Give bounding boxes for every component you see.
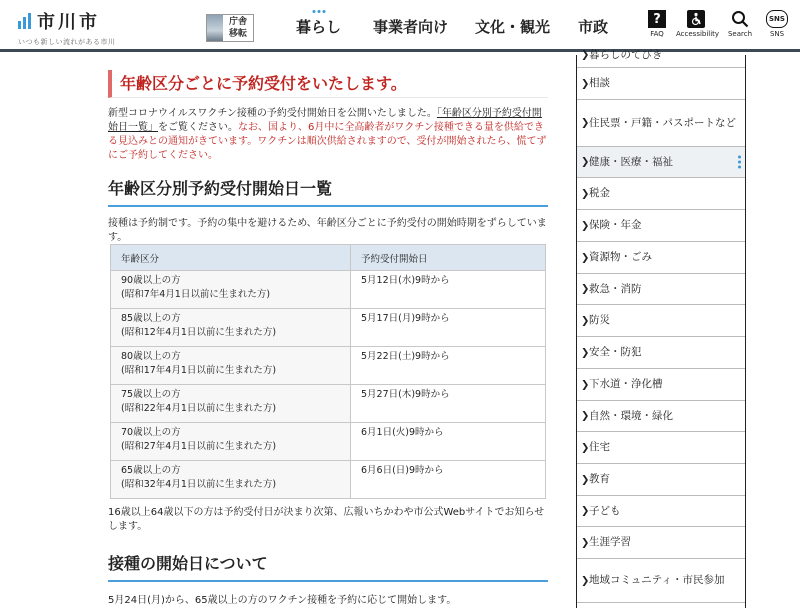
intro-text: 新型コロナウイルスワクチン接種の予約受付開始日を公開いたしました。 [108, 108, 437, 119]
section-heading-start: 接種の開始日について [108, 551, 548, 582]
column-header-age: 年齢区分 [111, 245, 351, 271]
sns-label: SNS [769, 30, 785, 38]
birth-condition: (昭和32年4月1日以前に生まれた方) [121, 479, 277, 490]
sidebar-item-consultation[interactable] [577, 68, 745, 100]
sidebar-item-label: 住民票・戸籍・パスポートなど [589, 116, 736, 129]
sns-button[interactable] [764, 10, 790, 38]
chevron-right-icon: ❯ [581, 78, 590, 89]
sidebar-item-tax[interactable] [577, 178, 745, 210]
chevron-right-icon: ❯ [581, 49, 590, 61]
section-text-start: 5月24日(月)から、65歳以上の方のワクチン接種を予約に応じて開始します。 [108, 595, 457, 606]
age-group: 75歳以上の方 [121, 389, 181, 400]
faq-button[interactable] [645, 10, 669, 38]
accessibility-button[interactable] [676, 10, 720, 38]
age-group: 65歳以上の方 [121, 465, 181, 476]
sidebar-item-community[interactable] [577, 559, 745, 603]
search-button[interactable] [727, 10, 753, 38]
faq-icon: ? [648, 10, 666, 28]
start-date: 5月27日(木)9時から [351, 385, 546, 423]
page-title: 年齢区分ごとに予約受付をいたします。 [108, 70, 548, 98]
table-row [111, 423, 546, 461]
sidebar-item-label: 安全・防犯 [589, 346, 642, 358]
schedule-table [110, 244, 546, 499]
office-move-label-1: 庁舎 [228, 17, 247, 27]
nav-kurashi-label: 暮らし [296, 17, 342, 36]
logo-title: 市川市 [37, 12, 100, 33]
building-photo-icon [207, 15, 223, 41]
section-text-schedule: 接種は予約制です。予約の集中を避けるため、年齢区分ごとに予約受付の開始時期をずらしています。 [108, 218, 547, 243]
start-date: 5月12日(水)9時から [351, 271, 546, 309]
start-date: 6月6日(日)9時から [351, 461, 546, 499]
nav-culture-tourism-label: 文化・観光 [475, 17, 551, 36]
nav-city-government-label: 市政 [578, 17, 609, 36]
logo-mark-icon [18, 13, 31, 29]
sidebar-item-insurance[interactable] [577, 210, 745, 242]
sidebar-item-lifelong-learning[interactable] [577, 527, 745, 559]
nav-business[interactable] [373, 0, 448, 52]
logo-tagline: いつも新しい流れがある市川 [18, 38, 116, 46]
sidebar-item-housing[interactable] [577, 432, 745, 464]
age-group: 70歳以上の方 [121, 427, 181, 438]
sidebar-item-children[interactable] [577, 496, 745, 527]
search-label: Search [727, 30, 753, 38]
chevron-right-icon: ❯ [581, 347, 590, 358]
nav-culture-tourism[interactable] [475, 0, 550, 52]
chevron-right-icon: ❯ [581, 252, 590, 263]
chevron-right-icon: ❯ [581, 220, 590, 231]
nav-kurashi[interactable] [296, 0, 341, 52]
start-date: 5月22日(土)9時から [351, 347, 546, 385]
sidebar-item-label: 住宅 [589, 441, 610, 453]
table-row [111, 461, 546, 499]
table-row [111, 385, 546, 423]
birth-condition: (昭和27年4月1日以前に生まれた方) [121, 441, 277, 452]
sidebar-item-education[interactable] [577, 464, 745, 496]
category-sidebar [576, 48, 746, 608]
birth-condition: (昭和12年4月1日以前に生まれた方) [121, 327, 277, 338]
chevron-right-icon: ❯ [581, 117, 590, 129]
sidebar-item-label: 資源物・ごみ [589, 251, 652, 263]
age-group: 80歳以上の方 [121, 351, 181, 362]
sidebar-item-guide[interactable] [577, 43, 745, 68]
sidebar-item-label: 健康・医療・福祉 [589, 155, 673, 168]
table-header-row [111, 245, 546, 271]
column-header-date: 予約受付開始日 [351, 245, 546, 271]
start-date: 6月1日(火)9時から [351, 423, 546, 461]
birth-condition: (昭和7年4月1日以前に生まれた方) [121, 289, 271, 300]
chevron-right-icon: ❯ [581, 315, 590, 326]
chevron-right-icon: ❯ [581, 537, 590, 548]
chevron-right-icon: ❯ [581, 156, 590, 168]
chevron-right-icon: ❯ [581, 474, 590, 485]
start-date: 5月17日(月)9時から [351, 309, 546, 347]
age-group: 90歳以上の方 [121, 275, 181, 286]
chevron-right-icon: ❯ [581, 575, 590, 586]
sidebar-item-label: 相談 [589, 77, 610, 89]
chevron-right-icon: ❯ [581, 410, 590, 422]
sns-icon [766, 10, 788, 28]
current-category-indicator-icon [738, 156, 741, 169]
chevron-right-icon: ❯ [581, 379, 590, 390]
age-group: 85歳以上の方 [121, 313, 181, 324]
nav-business-label: 事業者向け [373, 17, 449, 36]
section-heading-schedule: 年齢区分別予約受付開始日一覧 [108, 176, 548, 207]
accessibility-label: Accessibility [676, 30, 720, 38]
intro-text-2: をご覧ください。 [158, 122, 238, 133]
sidebar-item-emergency[interactable] [577, 274, 745, 305]
chevron-right-icon: ❯ [581, 283, 590, 295]
sidebar-item-label: 自然・環境・緑化 [589, 409, 673, 422]
chevron-right-icon: ❯ [581, 442, 590, 453]
faq-label: FAQ [650, 30, 664, 38]
chevron-right-icon: ❯ [581, 188, 590, 199]
sidebar-item-label: 生涯学習 [589, 536, 631, 548]
site-logo[interactable] [18, 8, 116, 47]
note-text: 16歳以上64歳以下の方は予約受付日が決まり次第、広報いちかわや市公式Webサイトでお知らせします。 [108, 507, 545, 532]
birth-condition: (昭和22年4月1日以前に生まれた方) [121, 403, 277, 414]
sidebar-item-label: 下水道・浄化槽 [589, 378, 663, 390]
office-move-button[interactable] [206, 14, 254, 42]
sidebar-item-label: 税金 [589, 187, 610, 199]
sidebar-item-label: 子ども [589, 504, 621, 517]
accessibility-icon [687, 10, 705, 28]
intro-paragraph [108, 107, 548, 163]
sidebar-item-resident-records[interactable] [577, 100, 745, 147]
search-icon [731, 10, 749, 28]
chevron-right-icon: ❯ [581, 505, 590, 517]
sidebar-item-health[interactable] [577, 147, 745, 178]
table-row [111, 309, 546, 347]
sidebar-item-label: 保険・年金 [589, 219, 642, 231]
sidebar-item-environment[interactable] [577, 401, 745, 432]
schedule-list-link[interactable]: 「年齢区分別予約受付開始日一覧」 [108, 108, 542, 133]
sidebar-item-label: 防災 [589, 314, 610, 326]
sidebar-item-disaster[interactable] [577, 305, 745, 337]
sidebar-item-label: 暮らしのてびき [589, 48, 663, 61]
table-row [111, 347, 546, 385]
office-move-label-2: 移転 [228, 29, 247, 39]
intro-notice: なお、国より、6月中に全高齢者がワクチン接種できる量を供給できる見込みとの通知がきています。ワクチンは順次供給されますので、受付が開始されたら、慌てずにご予約してください。 [108, 122, 547, 161]
table-row [111, 271, 546, 309]
sidebar-item-label: 教育 [589, 473, 610, 485]
sns-icon-text: SNS [769, 15, 785, 23]
sidebar-item-sewer[interactable] [577, 369, 745, 401]
sidebar-item-label: 地域コミュニティ・市民参加 [589, 574, 725, 586]
current-nav-indicator-icon [312, 10, 325, 13]
birth-condition: (昭和17年4月1日以前に生まれた方) [121, 365, 277, 376]
sidebar-item-label: 救急・消防 [589, 282, 642, 295]
sidebar-item-waste[interactable] [577, 242, 745, 274]
sidebar-item-safety[interactable] [577, 337, 745, 369]
